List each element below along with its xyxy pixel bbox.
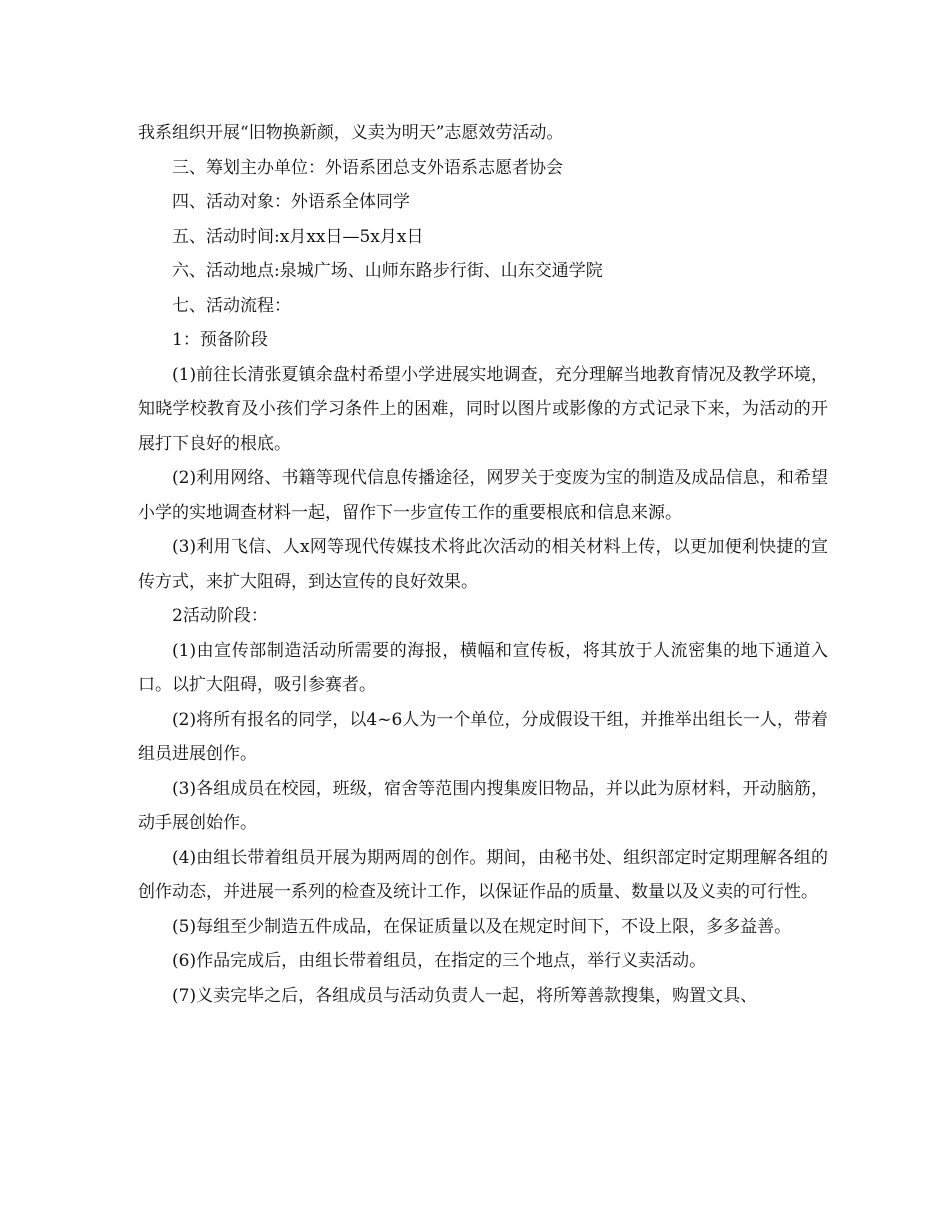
- paragraph: 2活动阶段：: [172, 606, 268, 626]
- paragraph: (2)利用网络、书籍等现代信息传播途径，网罗关于变废为宝的制造及成品信息，和希望小学的实地调查材料一起，留作下一步宣传工作的重要根底和信息来源。: [138, 468, 828, 523]
- paragraph: (4)由组长带着组员开展为期两周的创作。期间，由秘书处、组织部定时定期理解各组的创作动态，并进展一系列的检查及统计工作，以保证作品的质量、数量以及义卖的可行性。: [138, 847, 828, 902]
- paragraph: 1：预备阶段: [172, 330, 268, 350]
- paragraph: (5)每组至少制造五件成品，在保证质量以及在规定时间下，不设上限，多多益善。: [172, 916, 792, 937]
- paragraph: 五、活动时间:x月xx日—5x月x日: [172, 226, 424, 247]
- paragraph: 三、筹划主办单位：外语系团总支外语系志愿者协会: [172, 157, 563, 178]
- paragraph: 四、活动对象：外语系全体同学: [172, 192, 410, 212]
- paragraph: (3)各组成员在校园，班级，宿舍等范围内搜集废旧物品，并以此为原材料，开动脑筋，动手展创始作。: [138, 778, 828, 833]
- paragraph: 我系组织开展“旧物换新颜，义卖为明天”志愿效劳活动。: [138, 123, 564, 143]
- paragraph: (2)将所有报名的同学，以4~6人为一个单位，分成假设干组，并推举出组长一人，带着组员进展创作。: [138, 709, 828, 764]
- paragraph: (1)由宣传部制造活动所需要的海报，横幅和宣传板，将其放于人流密集的地下通道入口。以扩大阻碍，吸引参赛者。: [138, 640, 828, 695]
- paragraph: (6)作品完成后，由组长带着组员，在指定的三个地点，举行义卖活动。: [172, 951, 707, 971]
- paragraph: 七、活动流程：: [172, 295, 291, 316]
- paragraph: (3)利用飞信、人x网等现代传媒技术将此次活动的相关材料上传，以更加便利快捷的宣传方式，来扩大阻碍，到达宣传的良好效果。: [138, 537, 828, 592]
- document-body: [138, 116, 828, 1013]
- paragraph: (7)义卖完毕之后，各组成员与活动负责人一起，将所筹善款搜集，购置文具、: [172, 985, 758, 1006]
- paragraph: (1)前往长清张夏镇余盘村希望小学进展实地调查，充分理解当地教育情况及教学环境，知晓学校教育及小孩们学习条件上的困难，同时以图片或影像的方式记录下来，为活动的开展打下良好的根底。: [138, 364, 828, 454]
- paragraph: 六、活动地点:泉城广场、山师东路步行街、山东交通学院: [172, 261, 603, 281]
